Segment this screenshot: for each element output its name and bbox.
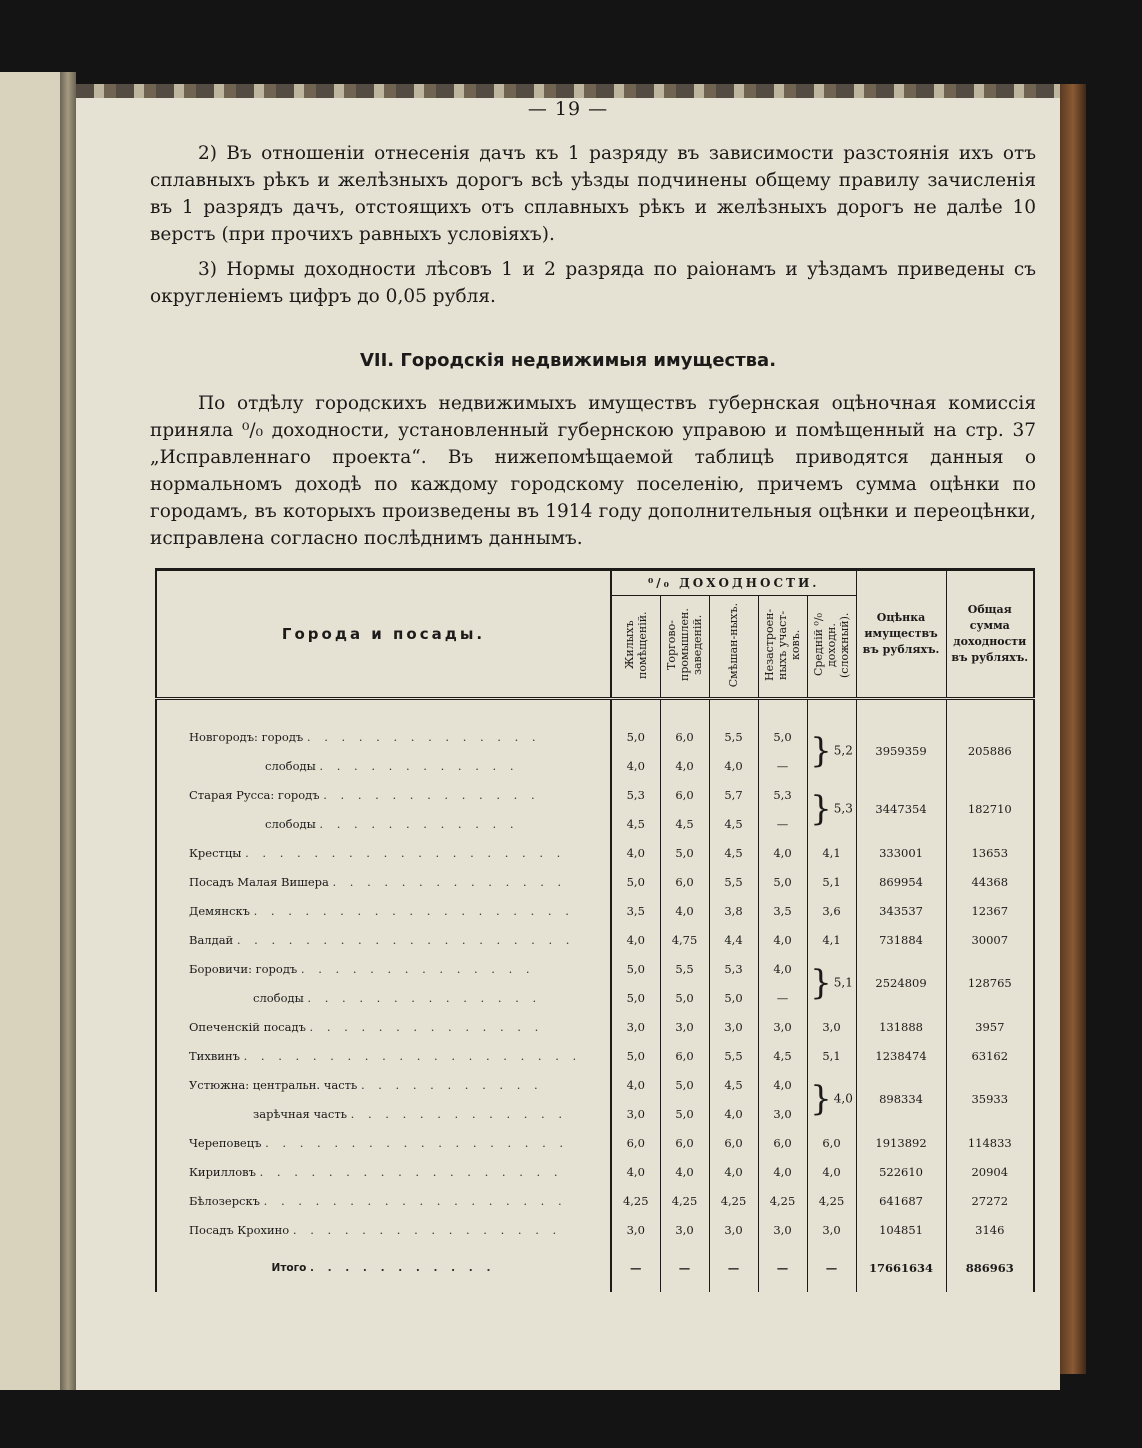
cell-mixed: 4,5 — [709, 809, 758, 838]
table-row — [156, 1128, 1034, 1157]
cell-average-grouped: } 4,0 — [807, 1070, 856, 1128]
cell-valuation: 343537 — [856, 896, 946, 925]
row-name: зарѣчная часть . . . . . . . . . . . . . — [156, 1099, 611, 1128]
cell-total-income: 12367 — [946, 896, 1034, 925]
cell-average: 4,25 — [807, 1186, 856, 1215]
cell-average-grouped: } 5,2 — [807, 722, 856, 780]
total-label: Итого . . . . . . . . . . . — [156, 1244, 611, 1292]
cell-commercial: 4,0 — [660, 751, 709, 780]
table-row — [156, 780, 1034, 809]
cell-mixed: 4,0 — [709, 1099, 758, 1128]
header-total-income: Общая сумма доходности въ рубляхъ. — [946, 570, 1034, 699]
cell-commercial: 6,0 — [660, 1128, 709, 1157]
cell-mixed: — — [709, 1244, 758, 1292]
cell-mixed: 5,3 — [709, 954, 758, 983]
cell-commercial: 5,0 — [660, 1070, 709, 1099]
cell-commercial: 5,0 — [660, 983, 709, 1012]
cell-total-income: 20904 — [946, 1157, 1034, 1186]
cell-valuation: 1238474 — [856, 1041, 946, 1070]
cell-commercial: 5,5 — [660, 954, 709, 983]
cell-vacant: 3,0 — [758, 1012, 807, 1041]
cell-mixed: 4,25 — [709, 1186, 758, 1215]
cell-commercial: 3,0 — [660, 1215, 709, 1244]
cell-average: 5,1 — [807, 867, 856, 896]
cell-average-grouped: } 5,1 — [807, 954, 856, 1012]
cell-vacant: — — [758, 751, 807, 780]
cell-residential: 4,25 — [611, 1186, 660, 1215]
cell-mixed: 4,5 — [709, 1070, 758, 1099]
cell-vacant: 3,0 — [758, 1099, 807, 1128]
cell-total-income: 63162 — [946, 1041, 1034, 1070]
cell-commercial: 5,0 — [660, 1099, 709, 1128]
row-name: Посадъ Малая Вишера . . . . . . . . . . . . . . — [156, 867, 611, 896]
row-name: Валдай . . . . . . . . . . . . . . . . . . . . — [156, 925, 611, 954]
cell-residential: 3,5 — [611, 896, 660, 925]
cell-commercial: 5,0 — [660, 838, 709, 867]
total-row — [156, 1244, 1034, 1292]
total-valuation: 17661634 — [856, 1244, 946, 1292]
table-row — [156, 1157, 1034, 1186]
cell-average: 5,1 — [807, 1041, 856, 1070]
row-name: Бѣлозерскъ . . . . . . . . . . . . . . . . . . — [156, 1186, 611, 1215]
cell-vacant: — — [758, 809, 807, 838]
cell-average: 4,1 — [807, 925, 856, 954]
cell-mixed: 5,0 — [709, 983, 758, 1012]
row-name: Устюжна: центральн. часть . . . . . . . . . . . — [156, 1070, 611, 1099]
torn-top-edge — [76, 84, 1060, 98]
cell-total-income: 128765 — [946, 954, 1034, 1012]
cell-commercial: 6,0 — [660, 867, 709, 896]
cell-average: 3,6 — [807, 896, 856, 925]
cell-valuation: 731884 — [856, 925, 946, 954]
cell-average: 6,0 — [807, 1128, 856, 1157]
cell-residential: 4,0 — [611, 925, 660, 954]
table-row — [156, 925, 1034, 954]
row-name: Демянскъ . . . . . . . . . . . . . . . . . . . — [156, 896, 611, 925]
row-name: Тихвинъ . . . . . . . . . . . . . . . . . . . . — [156, 1041, 611, 1070]
cell-residential: 6,0 — [611, 1128, 660, 1157]
cell-residential: — — [611, 1244, 660, 1292]
cell-total-income: 3146 — [946, 1215, 1034, 1244]
cell-mixed: 5,5 — [709, 1041, 758, 1070]
cell-residential: 5,0 — [611, 1041, 660, 1070]
cell-commercial: 4,0 — [660, 896, 709, 925]
cell-vacant: 4,0 — [758, 1157, 807, 1186]
cell-mixed: 5,5 — [709, 722, 758, 751]
table-row — [156, 896, 1034, 925]
section-title: VII. Городскія недвижимыя имущества. — [359, 350, 777, 371]
cell-mixed: 4,5 — [709, 838, 758, 867]
cell-residential: 4,0 — [611, 751, 660, 780]
cell-commercial: 6,0 — [660, 722, 709, 751]
cell-valuation: 333001 — [856, 838, 946, 867]
table-row — [156, 867, 1034, 896]
section-paragraph: По отдѣлу городскихъ недвижимыхъ имуществъ губернская оцѣночная комиссія приняла ⁰/₀ доходности, установленный губернскою управою и помѣщенный на стр. 37 „Исправленнаго проекта“. Въ нижепомѣщаемой таблицѣ приводятся данныя о нормальномъ доходѣ по каждому городскому поселенію, причемъ сумма оцѣнки по городамъ, въ которыхъ произведены въ 1914 году дополнительныя оцѣнки и переоцѣнки, исправлена согласно послѣднимъ даннымъ. — [150, 393, 1036, 549]
paragraph-3: 3) Нормы доходности лѣсовъ 1 и 2 разряда по раіонамъ и уѣздамъ приведены съ округленіемъ цифръ до 0,05 рубля. — [150, 259, 1036, 307]
paragraph-2: 2) Въ отношенiи отнесенія дачъ къ 1 разряду въ зависимости разстоянія ихъ отъ сплавныхъ рѣкъ и желѣзныхъ дорогъ всѣ уѣзды подчинены общему правилу зачисленія въ 1 разрядъ дачъ, отстоящихъ отъ сплавныхъ рѣкъ и желѣзныхъ дорогъ не далѣе 10 верстъ (при прочихъ равныхъ условiяхъ). — [150, 143, 1036, 245]
cell-residential: 5,0 — [611, 983, 660, 1012]
cell-total-income: 182710 — [946, 780, 1034, 838]
cell-vacant: 4,25 — [758, 1186, 807, 1215]
header-valuation: Оцѣнка имуществъ въ рубляхъ. — [856, 570, 946, 699]
cell-residential: 5,3 — [611, 780, 660, 809]
table-row — [156, 1186, 1034, 1215]
cell-valuation: 3959359 — [856, 722, 946, 780]
cell-residential: 4,0 — [611, 838, 660, 867]
cell-commercial: 3,0 — [660, 1012, 709, 1041]
cell-valuation: 2524809 — [856, 954, 946, 1012]
cell-vacant: 3,0 — [758, 1215, 807, 1244]
cell-total-income: 35933 — [946, 1070, 1034, 1128]
cell-average: 4,0 — [807, 1157, 856, 1186]
document-page — [76, 84, 1060, 1390]
city-property-table — [155, 568, 1035, 1292]
cell-vacant: 6,0 — [758, 1128, 807, 1157]
cell-valuation: 104851 — [856, 1215, 946, 1244]
cell-mixed: 4,4 — [709, 925, 758, 954]
cell-mixed: 3,0 — [709, 1215, 758, 1244]
row-name: слободы . . . . . . . . . . . . — [156, 809, 611, 838]
cell-valuation: 898334 — [856, 1070, 946, 1128]
cell-residential: 4,0 — [611, 1157, 660, 1186]
cell-vacant: 5,0 — [758, 867, 807, 896]
cell-valuation: 641687 — [856, 1186, 946, 1215]
cell-residential: 5,0 — [611, 722, 660, 751]
cell-valuation: 522610 — [856, 1157, 946, 1186]
cell-mixed: 4,0 — [709, 751, 758, 780]
total-income: 886963 — [946, 1244, 1034, 1292]
book-cover-edge — [1060, 84, 1086, 1374]
spacer-cell — [156, 699, 611, 723]
cell-mixed: 4,0 — [709, 1157, 758, 1186]
row-name: Боровичи: городъ . . . . . . . . . . . . . . — [156, 954, 611, 983]
cell-mixed: 5,5 — [709, 867, 758, 896]
cell-residential: 3,0 — [611, 1215, 660, 1244]
cell-vacant: 3,5 — [758, 896, 807, 925]
header-mixed: Смѣшан-ныхъ. — [709, 596, 758, 699]
table-row — [156, 722, 1034, 751]
cell-total-income: 44368 — [946, 867, 1034, 896]
header-commercial: Торгово-промышлен. заведеній. — [660, 596, 709, 699]
cell-valuation: 1913892 — [856, 1128, 946, 1157]
row-name: слободы . . . . . . . . . . . . — [156, 751, 611, 780]
cell-mixed: 5,7 — [709, 780, 758, 809]
cell-valuation: 131888 — [856, 1012, 946, 1041]
cell-mixed: 3,8 — [709, 896, 758, 925]
cell-residential: 3,0 — [611, 1012, 660, 1041]
cell-vacant: — — [758, 1244, 807, 1292]
cell-residential: 4,0 — [611, 1070, 660, 1099]
table-row — [156, 838, 1034, 867]
cell-average: 3,0 — [807, 1012, 856, 1041]
header-average: Средній ⁰/₀ доходн. (сложный). — [807, 596, 856, 699]
row-name: Старая Русса: городъ . . . . . . . . . . . . . — [156, 780, 611, 809]
table-row — [156, 1041, 1034, 1070]
cell-mixed: 6,0 — [709, 1128, 758, 1157]
row-name: Новгородъ: городъ . . . . . . . . . . . . . . — [156, 722, 611, 751]
header-residential: Жилыхъ помѣщеній. — [611, 596, 660, 699]
row-name: Опеченскій посадъ . . . . . . . . . . . . . . — [156, 1012, 611, 1041]
page-number: — 19 — — [527, 98, 609, 120]
table-row — [156, 954, 1034, 983]
cell-vacant: 4,0 — [758, 925, 807, 954]
cell-commercial: 4,0 — [660, 1157, 709, 1186]
cell-commercial: 4,25 — [660, 1186, 709, 1215]
cell-average: 4,1 — [807, 838, 856, 867]
cell-commercial: 4,75 — [660, 925, 709, 954]
cell-total-income: 27272 — [946, 1186, 1034, 1215]
cell-valuation: 3447354 — [856, 780, 946, 838]
header-income-group: ⁰/₀ ДОХОДНОСТИ. — [611, 570, 856, 596]
cell-residential: 3,0 — [611, 1099, 660, 1128]
cell-commercial: 4,5 — [660, 809, 709, 838]
cell-total-income: 30007 — [946, 925, 1034, 954]
cell-commercial: — — [660, 1244, 709, 1292]
table-row — [156, 1070, 1034, 1099]
cell-vacant: 4,0 — [758, 954, 807, 983]
cell-vacant: 5,0 — [758, 722, 807, 751]
table-row — [156, 1012, 1034, 1041]
cell-vacant: 4,0 — [758, 838, 807, 867]
cell-total-income: 114833 — [946, 1128, 1034, 1157]
book-spine-left — [60, 72, 76, 1390]
cell-residential: 5,0 — [611, 867, 660, 896]
cell-mixed: 3,0 — [709, 1012, 758, 1041]
row-name: Кирилловъ . . . . . . . . . . . . . . . . . . — [156, 1157, 611, 1186]
header-city: Города и посады. — [156, 570, 611, 699]
cell-valuation: 869954 — [856, 867, 946, 896]
table-row — [156, 1215, 1034, 1244]
cell-residential: 5,0 — [611, 954, 660, 983]
cell-commercial: 6,0 — [660, 1041, 709, 1070]
row-name: Крестцы . . . . . . . . . . . . . . . . . . . — [156, 838, 611, 867]
cell-total-income: 3957 — [946, 1012, 1034, 1041]
cell-average: 3,0 — [807, 1215, 856, 1244]
cell-average-grouped: } 5,3 — [807, 780, 856, 838]
header-vacant: Незастроен-ныхъ участ-ковъ. — [758, 596, 807, 699]
row-name: Череповецъ . . . . . . . . . . . . . . . . . . — [156, 1128, 611, 1157]
row-name: слободы . . . . . . . . . . . . . . — [156, 983, 611, 1012]
cell-commercial: 6,0 — [660, 780, 709, 809]
cell-average: — — [807, 1244, 856, 1292]
cell-total-income: 13653 — [946, 838, 1034, 867]
row-name: Посадъ Крохино . . . . . . . . . . . . . . . . — [156, 1215, 611, 1244]
cell-vacant: 5,3 — [758, 780, 807, 809]
cell-total-income: 205886 — [946, 722, 1034, 780]
cell-vacant: 4,0 — [758, 1070, 807, 1099]
cell-vacant: — — [758, 983, 807, 1012]
cell-vacant: 4,5 — [758, 1041, 807, 1070]
cell-residential: 4,5 — [611, 809, 660, 838]
